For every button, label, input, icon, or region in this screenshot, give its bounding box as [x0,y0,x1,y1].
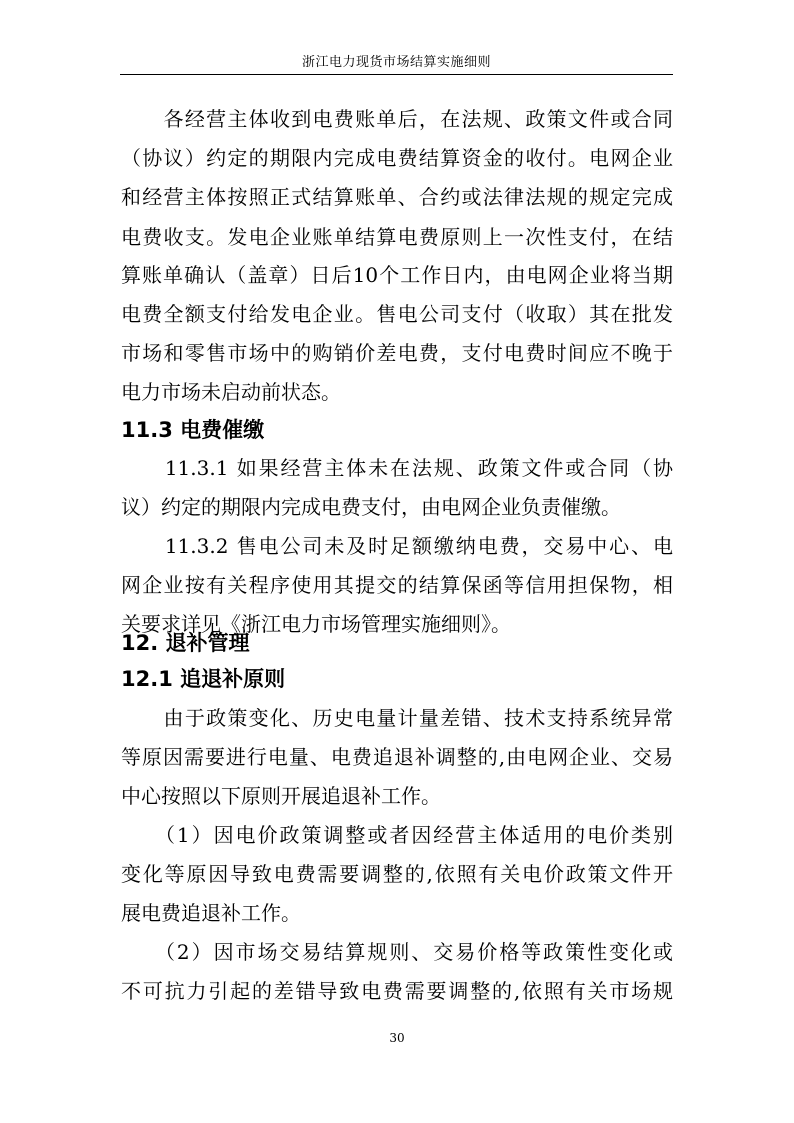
body-line: 电费收支。发电企业账单结算电费原则上一次性支付，在结 [121,225,673,249]
body-line: 和经营主体按照正式结算账单、合约或法律法规的规定完成 [121,185,673,209]
body-line: （协议）约定的期限内完成电费结算资金的收付。电网企业 [121,146,673,170]
body-line: 不可抗力引起的差错导致电费需要调整的,依照有关市场规 [121,979,673,1003]
body-line: 网企业按有关程序使用其提交的结算保函等信用担保物，相 [121,573,673,597]
body-line: 关要求详见《浙江电力市场管理实施细则》。 [121,612,511,636]
body-line: 由于政策变化、历史电量计量差错、技术支持系统异常 [121,706,673,730]
running-header: 浙江电力现货市场结算实施细则 [301,55,491,70]
body-line: 变化等原因导致电费需要调整的,依照有关电价政策文件开 [121,862,673,886]
body-line: （1）因电价政策调整或者因经营主体适用的电价类别 [121,823,673,847]
page-number: 30 [389,1031,405,1045]
body-line: 议）约定的期限内完成电费支付，由电网企业负责催缴。 [121,495,621,519]
body-line: 算账单确认（盖章）日后10个工作日内，由电网企业将当期 [121,263,673,287]
header-rule [120,74,673,75]
body-line: 电费全额支付给发电企业。售电公司支付（收取）其在批发 [121,302,673,326]
body-line: 11.3.2 售电公司未及时足额缴纳电费，交易中心、电 [121,534,673,558]
section-heading: 12.1 追退补原则 [121,667,286,691]
body-line: 各经营主体收到电费账单后，在法规、政策文件或合同 [121,107,673,131]
body-line: 11.3.1 如果经营主体未在法规、政策文件或合同（协 [121,456,673,480]
body-line: 电力市场未启动前状态。 [121,380,341,404]
body-line: 展电费追退补工作。 [121,901,301,925]
body-line: 市场和零售市场中的购销价差电费，支付电费时间应不晚于 [121,341,673,365]
body-line: （2）因市场交易结算规则、交易价格等政策性变化或 [121,940,673,964]
body-line: 中心按照以下原则开展追退补工作。 [121,784,441,808]
section-heading: 11.3 电费催缴 [121,418,265,442]
body-line: 等原因需要进行电量、电费追退补调整的,由电网企业、交易 [121,745,673,769]
chapter-heading: 12. 退补管理 [121,631,250,655]
